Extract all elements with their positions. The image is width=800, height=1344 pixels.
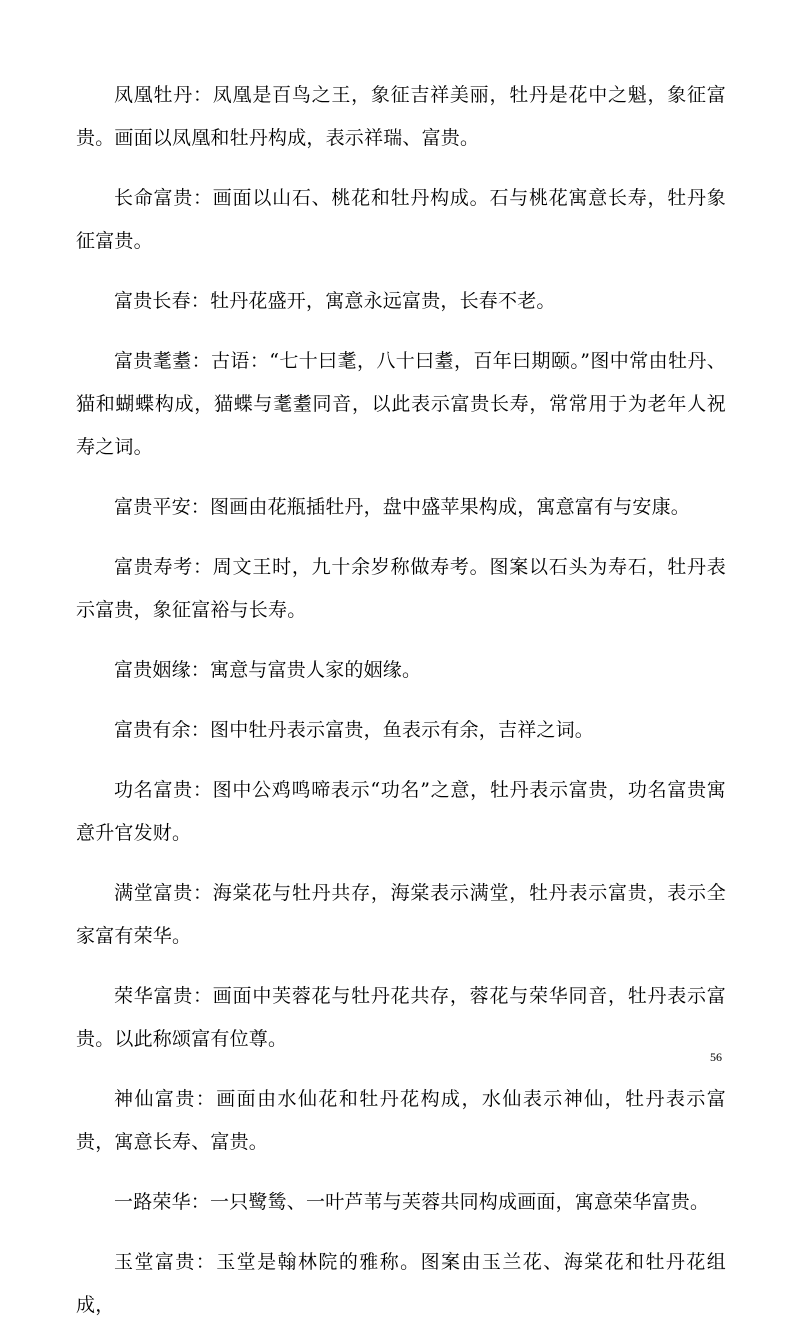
paragraph-longevity-wealth: 长命富贵：画面以山石、桃花和牡丹构成。石与桃花寓意长寿，牡丹象征富贵。 — [76, 187, 726, 252]
paragraph-phoenix-peony: 凤凰牡丹：凤凰是百鸟之王，象征吉祥美丽，牡丹是花中之魁，象征富贵。画面以凤凰和牡丹构成，表示祥瑞、富贵。 — [76, 84, 726, 149]
document-body — [76, 74, 726, 1344]
paragraph-eternal-spring: 富贵长春：牡丹花盛开，寓意永远富贵，长春不老。 — [114, 290, 556, 312]
paragraph-wealth-surplus: 富贵有余：图中牡丹表示富贵，鱼表示有余，吉祥之词。 — [114, 719, 595, 741]
paragraph-road-of-glory: 一路荣华：一只鹭鸶、一叶芦苇与芙蓉共同构成画面，寓意荣华富贵。 — [114, 1191, 710, 1213]
paragraph-fame-wealth: 功名富贵：图中公鸡鸣啼表示“功名”之意，牡丹表示富贵，功名富贵寓意升官发财。 — [76, 779, 726, 844]
page-number: 56 — [710, 1050, 722, 1064]
paragraph-immortal-wealth: 神仙富贵：画面由水仙花和牡丹花构成，水仙表示神仙，牡丹表示富贵，寓意长寿、富贵。 — [76, 1088, 726, 1153]
paragraph-wealth-peace: 富贵平安：图画由花瓶插牡丹，盘中盛苹果构成，寓意富有与安康。 — [114, 496, 691, 518]
paragraph-jade-hall-wealth: 玉堂富贵：玉堂是翰林院的雅称。图案由玉兰花、海棠花和牡丹花组成， — [76, 1251, 726, 1316]
paragraph-glory-wealth: 荣华富贵：画面中芙蓉花与牡丹花共存，蓉花与荣华同音，牡丹表示富贵。以此称颂富有位尊。 — [76, 985, 726, 1050]
paragraph-old-age-wealth: 富贵耄耋：古语：“七十曰耄，八十曰耋，百年曰期颐。”图中常由牡丹、猫和蝴蝶构成，猫蝶与耄耋同音，以此表示富贵长寿，常常用于为老年人祝寿之词。 — [76, 350, 726, 458]
paragraph-wealth-marriage: 富贵姻缘：寓意与富贵人家的姻缘。 — [114, 659, 422, 681]
paragraph-wealth-longevity: 富贵寿考：周文王时，九十余岁称做寿考。图案以石头为寿石，牡丹表示富贵，象征富裕与长寿。 — [76, 556, 726, 621]
paragraph-full-hall-wealth: 满堂富贵：海棠花与牡丹共存，海棠表示满堂，牡丹表示富贵，表示全家富有荣华。 — [76, 882, 726, 947]
